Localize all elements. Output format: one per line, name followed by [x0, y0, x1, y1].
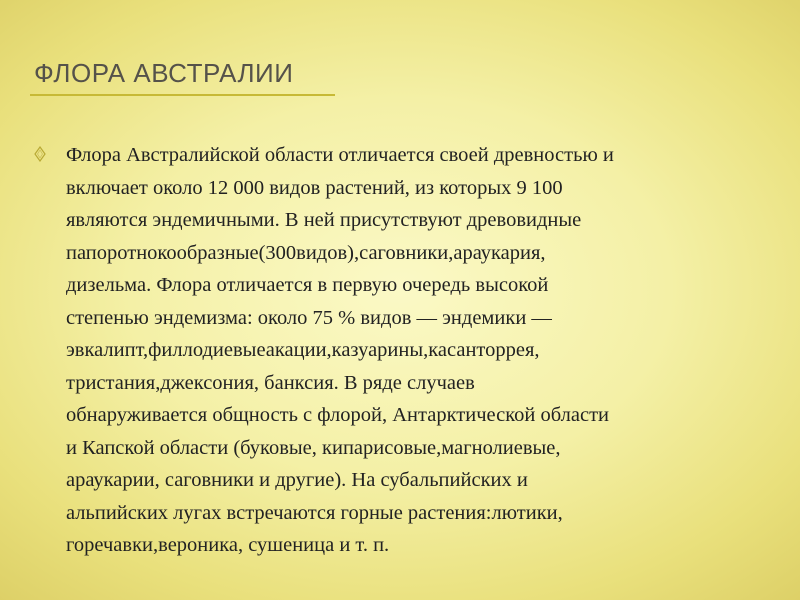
bullet-item [34, 139, 774, 562]
body-line: альпийских лугах встречаются горные растения:лютики, [66, 501, 563, 524]
body-line: Флора Австралийской области отличается своей древностью и [66, 144, 614, 166]
slide-body [34, 139, 774, 562]
body-line: дизельма. Флора отличается в первую очередь высокой [66, 274, 549, 296]
body-line: эвкалипт,филлодиевыеакации,казуарины,касанторрея, [66, 339, 540, 361]
body-line: горечавки,вероника, сушеница и т. п. [66, 534, 390, 556]
body-line: включает около 12 000 видов растений, из которых 9 100 [66, 176, 563, 199]
body-line: и Капской области (буковые, кипарисовые,магнолиевые, [66, 436, 561, 459]
body-line: степенью эндемизма: около 75 % видов — эндемики — [66, 306, 552, 329]
body-line: тристания,джексония, банксия. В ряде случаев [66, 371, 475, 394]
bullet-text [66, 139, 774, 562]
body-line: араукарии, саговники и другие). На субальпийских и [66, 469, 528, 491]
title-underline [30, 94, 335, 96]
body-line: являются эндемичными. В ней присутствуют древовидные [66, 209, 582, 231]
body-line: обнаруживается общность с флорой, Антарктической области [66, 404, 609, 426]
slide-title: ФЛОРА АВСТРАЛИИ [34, 58, 294, 88]
body-line: папоротнокообразные(300видов),саговники,араукария, [66, 241, 546, 264]
diamond-outline-icon [34, 146, 48, 164]
